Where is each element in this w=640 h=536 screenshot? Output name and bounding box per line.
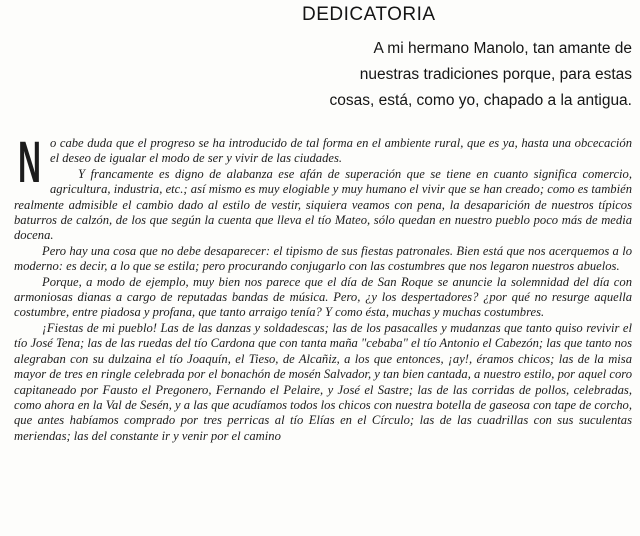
- paragraph-3: Pero hay una cosa que no debe desaparecer: el tipismo de sus fiestas patronales. Bien está que nos acerquemos a lo moderno: es decir, a lo que se estila; pero procurando conjugarlo con las costumbres que nos legaron nuestros abuelos.: [14, 243, 632, 274]
- body-text: [14, 130, 632, 444]
- paragraph-4: Porque, a modo de ejemplo, muy bien nos parece que el día de San Roque se anuncie la solemnidad del día con armoniosas dianas a cargo de reputadas bandas de música. Pero, ¿y los despertadores? ¿por qué no resurge aquella costumbre, entre piadosa y profana, que tanto arraigo tenía? Y como ésta, muchas y muchas costumbres.: [14, 274, 632, 320]
- paragraph-text: o cabe duda que el progreso se ha introducido de tal forma en el ambiente rural, que es ya, hasta una obcecación el deseo de igualar el modo de ser y vivir de las ciudades.: [50, 136, 632, 166]
- dedication-line: A mi hermano Manolo, tan amante de: [373, 40, 632, 57]
- dedication-line: cosas, está, como yo, chapado a la antigua.: [329, 92, 632, 109]
- paragraph-1: [14, 130, 632, 195]
- paragraph-5: ¡Fiestas de mi pueblo! Las de las danzas y soldadescas; las de los pasacalles y mudanzas que tanto quiso revivir el tío José Tena; las de las ruedas del tío Cardona que con tanta maña "cebaba" el tío Antonio el Cabezón; las que tanto nos alegraban con su dulzaina el tío Joaquín, el Tieso, de Alcañiz, a los que entonces, ¡ay!, éramos chicos; las de la misa mayor de tres en ringle celebrada por el bonachón de mosén Salvador, y tan bien cantada, a nuestro estilo, por aquel coro capitaneado por Fausto el Pregonero, Fernando el Pelaire, y José el Sastre; las de las corridas de pollos, celebradas, como ahora en la Val de Sesén, y a las que acudíamos todos los chicos con nuestra botella de gaseosa con tape de corcho, que antes habíamos comprado por tres perricas al tío Elías en el Círculo; las de las cuadrillas con sus suculentas meriendas; las del constante ir y venir por el camino: [14, 320, 632, 443]
- dedication: [312, 36, 632, 114]
- dedication-line: nuestras tradiciones porque, para estas: [359, 66, 632, 83]
- drop-cap: N: [18, 130, 42, 195]
- page-title: DEDICATORIA: [302, 4, 436, 25]
- paragraph-2: Y francamente es digno de alabanza ese afán de superación que se tiene en cuanto significa comercio, agricultura, industria, etc.; así mismo es muy elogiable y muy humano el vivir que se han creado; como es también realmente admisible el cambio dado al estilo de vestir, siquiera veamos con pena, la desaparición de nuestros típicos baturros de calzón, de los que según la cuenta que lleva el tío Mateo, sólo quedan en nuestro pueblo poco más de media docena.: [14, 166, 632, 243]
